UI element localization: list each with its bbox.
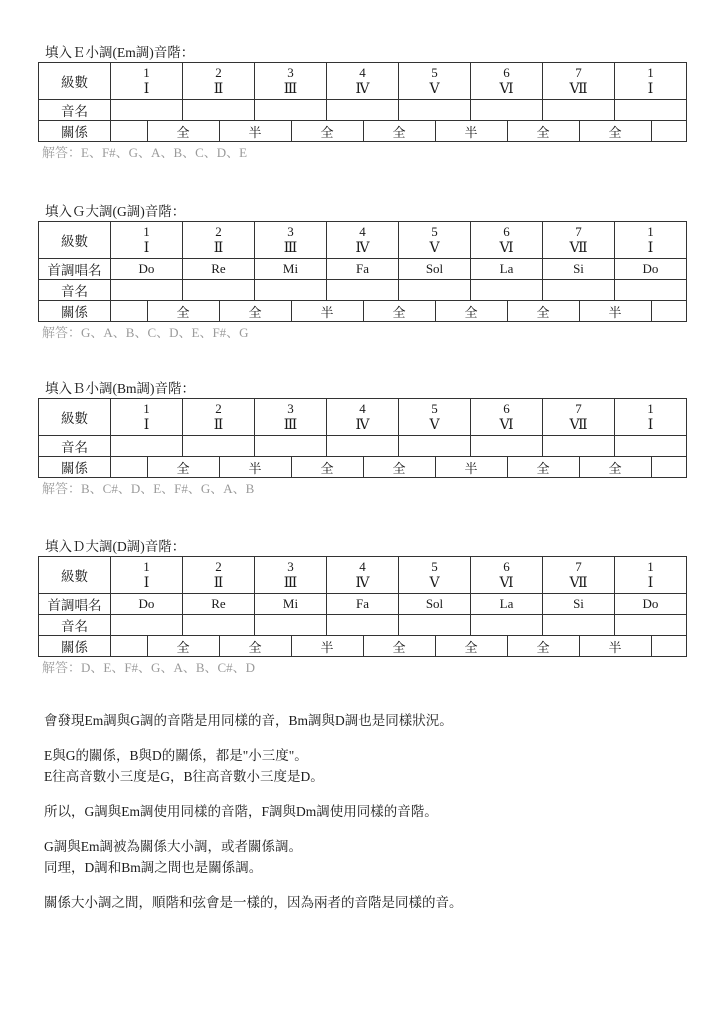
degree-roman: Ⅰ — [143, 241, 150, 256]
relation-inner-table — [111, 457, 687, 477]
degree-number: 5 — [431, 65, 438, 80]
note-name-blank — [399, 280, 471, 301]
note-name-blank — [615, 100, 687, 121]
relation-cell: 全 — [435, 301, 507, 321]
degree-cell — [327, 63, 399, 100]
scale-section-g-major — [38, 203, 686, 342]
degree-roman: Ⅴ — [429, 576, 440, 591]
solfege-cell: La — [471, 594, 543, 615]
note-line: E與G的關係，B與D的關係，都是"小三度"。 — [44, 748, 308, 763]
degree-cell — [543, 222, 615, 259]
degree-cell — [111, 557, 183, 594]
paragraph-gap — [44, 822, 694, 836]
note-name-blank — [543, 615, 615, 636]
degree-roman: Ⅱ — [213, 418, 224, 433]
note-name-blank — [111, 280, 183, 301]
degree-number: 3 — [287, 559, 294, 574]
degree-number: 2 — [215, 401, 222, 416]
solfege-cell: Do — [111, 259, 183, 280]
degree-roman: Ⅵ — [499, 576, 514, 591]
note-line: 同理，D調和Bm調之間也是關係調。 — [44, 860, 263, 875]
note-name-blank — [327, 615, 399, 636]
relation-cell: 半 — [435, 121, 507, 141]
relation-cell: 全 — [147, 301, 219, 321]
degree-number: 1 — [143, 224, 150, 239]
relation-cell: 半 — [291, 301, 363, 321]
answer-text: 解答：B、C#、D、E、F#、G、A、B — [42, 481, 255, 496]
degree-number: 4 — [359, 401, 366, 416]
note-line: E往高音數小三度是G，B往高音數小三度是D。 — [44, 769, 324, 784]
degree-cell — [399, 222, 471, 259]
solfege-cell: Sol — [399, 594, 471, 615]
relation-label: 關係 — [39, 301, 111, 322]
relation-spacer — [651, 121, 687, 141]
relation-cells — [111, 301, 687, 322]
note-line: 所以，G調與Em調使用同樣的音階，F調與Dm調使用同樣的音階。 — [44, 804, 438, 819]
note-name-blank — [255, 615, 327, 636]
note-name-label: 音名 — [39, 436, 111, 457]
note-name-blank — [543, 100, 615, 121]
note-name-blank — [471, 436, 543, 457]
note-name-blank — [471, 280, 543, 301]
note-name-blank — [615, 615, 687, 636]
relation-cell: 全 — [507, 121, 579, 141]
degree-roman: Ⅰ — [647, 82, 654, 97]
relation-cell: 全 — [507, 301, 579, 321]
degree-cell — [183, 222, 255, 259]
note-name-blank — [255, 100, 327, 121]
note-name-blank — [183, 100, 255, 121]
note-name-label: 音名 — [39, 280, 111, 301]
degree-cell — [255, 557, 327, 594]
note-name-row — [39, 280, 687, 301]
solfege-cell: Si — [543, 259, 615, 280]
note-line: 關係大小調之間，順階和弦會是一樣的，因為兩者的音階是同樣的音。 — [44, 895, 463, 910]
solfege-cell: Mi — [255, 259, 327, 280]
solfege-label: 首調唱名 — [39, 259, 111, 280]
degree-cell — [255, 399, 327, 436]
note-name-blank — [471, 100, 543, 121]
note-name-blank — [615, 280, 687, 301]
solfege-row — [39, 594, 687, 615]
explanation-notes — [44, 710, 694, 913]
degree-cell — [255, 63, 327, 100]
note-line: G調與Em調被為關係大小調，或者關係調。 — [44, 839, 302, 854]
degree-cell — [327, 399, 399, 436]
note-name-label: 音名 — [39, 100, 111, 121]
answer-text: 解答：D、E、F#、G、A、B、C#、D — [42, 660, 256, 675]
degree-roman: Ⅱ — [213, 241, 224, 256]
solfege-row — [39, 259, 687, 280]
note-name-blank — [111, 100, 183, 121]
degree-roman: Ⅲ — [283, 82, 298, 97]
note-name-blank — [327, 436, 399, 457]
degree-roman: Ⅲ — [283, 241, 298, 256]
scale-table — [38, 221, 687, 322]
solfege-cell: Sol — [399, 259, 471, 280]
note-name-blank — [399, 100, 471, 121]
note-name-blank — [111, 615, 183, 636]
relation-cell: 半 — [219, 457, 291, 477]
note-name-blank — [615, 436, 687, 457]
degree-cell — [471, 399, 543, 436]
degree-number: 3 — [287, 65, 294, 80]
degree-roman: Ⅳ — [355, 241, 370, 256]
degree-roman: Ⅰ — [143, 576, 150, 591]
degree-roman: Ⅰ — [647, 241, 654, 256]
degree-cell — [111, 63, 183, 100]
degree-number: 1 — [143, 401, 150, 416]
degree-roman: Ⅰ — [143, 82, 150, 97]
scale-section-e-minor — [38, 44, 686, 162]
degree-number: 7 — [575, 65, 582, 80]
relation-cells — [111, 636, 687, 657]
relation-cells — [111, 121, 687, 142]
degree-number: 2 — [215, 65, 222, 80]
degree-cell — [399, 399, 471, 436]
degree-row — [39, 557, 687, 594]
degree-row — [39, 222, 687, 259]
relation-spacer — [651, 457, 687, 477]
degree-label: 級數 — [39, 557, 111, 594]
relation-spacer — [651, 301, 687, 321]
relation-spacer — [111, 121, 147, 141]
answer-text: 解答：E、F#、G、A、B、C、D、E — [42, 145, 248, 160]
degree-roman: Ⅴ — [429, 82, 440, 97]
relation-inner-table — [111, 121, 687, 141]
scale-table — [38, 398, 687, 478]
degree-cell — [255, 222, 327, 259]
degree-roman: Ⅵ — [499, 241, 514, 256]
relation-cell: 全 — [219, 636, 291, 656]
solfege-cell: Do — [615, 594, 687, 615]
degree-number: 6 — [503, 65, 510, 80]
note-name-blank — [327, 100, 399, 121]
solfege-cell: La — [471, 259, 543, 280]
relation-row — [39, 636, 687, 657]
degree-label: 級數 — [39, 222, 111, 259]
note-line: 會發現Em調與G調的音階是用同樣的音，Bm調與D調也是同樣狀況。 — [44, 713, 453, 728]
relation-cell: 全 — [147, 457, 219, 477]
note-name-blank — [471, 615, 543, 636]
relation-inner-table — [111, 636, 687, 656]
degree-roman: Ⅴ — [429, 241, 440, 256]
note-name-blank — [543, 280, 615, 301]
degree-number: 4 — [359, 559, 366, 574]
degree-number: 6 — [503, 401, 510, 416]
relation-spacer — [111, 457, 147, 477]
relation-cells — [111, 457, 687, 478]
relation-row — [39, 121, 687, 142]
section-title: 填入Ｅ小調(Em調)音階： — [45, 45, 195, 60]
paragraph-gap — [44, 731, 694, 745]
note-name-row — [39, 615, 687, 636]
degree-number: 1 — [143, 65, 150, 80]
relation-spacer — [111, 636, 147, 656]
relation-label: 關係 — [39, 636, 111, 657]
solfege-label: 首調唱名 — [39, 594, 111, 615]
degree-roman: Ⅵ — [499, 82, 514, 97]
degree-cell — [399, 63, 471, 100]
relation-cell: 半 — [435, 457, 507, 477]
degree-number: 3 — [287, 401, 294, 416]
degree-roman: Ⅶ — [569, 82, 588, 97]
relation-cell: 全 — [363, 636, 435, 656]
section-title: 填入Ｇ大調(G調)音階： — [45, 204, 186, 219]
relation-cell: 半 — [291, 636, 363, 656]
relation-spacer — [651, 636, 687, 656]
degree-number: 1 — [647, 401, 654, 416]
solfege-cell: Do — [111, 594, 183, 615]
relation-cell: 半 — [219, 121, 291, 141]
note-name-blank — [255, 280, 327, 301]
degree-number: 1 — [647, 559, 654, 574]
degree-roman: Ⅶ — [569, 241, 588, 256]
relation-label: 關係 — [39, 457, 111, 478]
degree-row — [39, 63, 687, 100]
scale-table — [38, 62, 687, 142]
solfege-cell: Re — [183, 594, 255, 615]
degree-number: 5 — [431, 559, 438, 574]
degree-number: 6 — [503, 224, 510, 239]
degree-cell — [543, 557, 615, 594]
degree-cell — [471, 222, 543, 259]
degree-cell — [111, 399, 183, 436]
degree-number: 2 — [215, 224, 222, 239]
scale-section-d-major — [38, 538, 686, 677]
section-title: 填入Ｂ小調(Bm調)音階： — [45, 381, 195, 396]
degree-number: 3 — [287, 224, 294, 239]
note-name-label: 音名 — [39, 615, 111, 636]
relation-cell: 全 — [579, 457, 651, 477]
degree-cell — [327, 222, 399, 259]
degree-roman: Ⅲ — [283, 576, 298, 591]
paragraph-gap — [44, 878, 694, 892]
degree-roman: Ⅶ — [569, 418, 588, 433]
answer-text: 解答：G、A、B、C、D、E、F#、G — [42, 325, 249, 340]
solfege-cell: Si — [543, 594, 615, 615]
note-name-blank — [399, 436, 471, 457]
note-name-blank — [111, 436, 183, 457]
degree-cell — [615, 557, 687, 594]
solfege-cell: Fa — [327, 594, 399, 615]
degree-roman: Ⅴ — [429, 418, 440, 433]
relation-label: 關係 — [39, 121, 111, 142]
note-name-row — [39, 436, 687, 457]
degree-roman: Ⅳ — [355, 576, 370, 591]
relation-cell: 全 — [291, 457, 363, 477]
degree-cell — [543, 399, 615, 436]
degree-number: 7 — [575, 401, 582, 416]
solfege-cell: Mi — [255, 594, 327, 615]
degree-number: 1 — [143, 559, 150, 574]
degree-roman: Ⅰ — [143, 418, 150, 433]
degree-cell — [543, 63, 615, 100]
relation-cell: 全 — [507, 457, 579, 477]
relation-row — [39, 301, 687, 322]
degree-label: 級數 — [39, 63, 111, 100]
degree-roman: Ⅱ — [213, 576, 224, 591]
solfege-cell: Fa — [327, 259, 399, 280]
relation-cell: 全 — [579, 121, 651, 141]
degree-roman: Ⅵ — [499, 418, 514, 433]
degree-label: 級數 — [39, 399, 111, 436]
degree-roman: Ⅶ — [569, 576, 588, 591]
degree-number: 5 — [431, 224, 438, 239]
note-name-row — [39, 100, 687, 121]
degree-number: 7 — [575, 224, 582, 239]
degree-cell — [183, 399, 255, 436]
scale-table — [38, 556, 687, 657]
relation-cell: 全 — [363, 457, 435, 477]
relation-cell: 全 — [219, 301, 291, 321]
relation-cell: 半 — [579, 301, 651, 321]
degree-number: 2 — [215, 559, 222, 574]
note-name-blank — [183, 615, 255, 636]
solfege-cell: Re — [183, 259, 255, 280]
relation-cell: 全 — [291, 121, 363, 141]
note-name-blank — [543, 436, 615, 457]
degree-roman: Ⅲ — [283, 418, 298, 433]
degree-row — [39, 399, 687, 436]
note-name-blank — [399, 615, 471, 636]
note-name-blank — [183, 436, 255, 457]
degree-roman: Ⅱ — [213, 82, 224, 97]
scale-section-b-minor — [38, 380, 686, 498]
relation-spacer — [111, 301, 147, 321]
degree-cell — [471, 557, 543, 594]
degree-cell — [399, 557, 471, 594]
degree-roman: Ⅰ — [647, 576, 654, 591]
relation-cell: 全 — [363, 121, 435, 141]
degree-number: 5 — [431, 401, 438, 416]
solfege-cell: Do — [615, 259, 687, 280]
degree-number: 6 — [503, 559, 510, 574]
degree-roman: Ⅰ — [647, 418, 654, 433]
degree-cell — [615, 63, 687, 100]
degree-cell — [327, 557, 399, 594]
relation-cell: 全 — [435, 636, 507, 656]
paragraph-gap — [44, 787, 694, 801]
degree-roman: Ⅳ — [355, 82, 370, 97]
degree-cell — [615, 222, 687, 259]
relation-cell: 半 — [579, 636, 651, 656]
degree-number: 7 — [575, 559, 582, 574]
degree-number: 4 — [359, 65, 366, 80]
relation-inner-table — [111, 301, 687, 321]
degree-number: 4 — [359, 224, 366, 239]
note-name-blank — [327, 280, 399, 301]
degree-cell — [471, 63, 543, 100]
relation-cell: 全 — [147, 121, 219, 141]
degree-cell — [615, 399, 687, 436]
degree-number: 1 — [647, 65, 654, 80]
degree-cell — [111, 222, 183, 259]
note-name-blank — [255, 436, 327, 457]
relation-cell: 全 — [507, 636, 579, 656]
degree-roman: Ⅳ — [355, 418, 370, 433]
degree-number: 1 — [647, 224, 654, 239]
relation-cell: 全 — [363, 301, 435, 321]
section-title: 填入Ｄ大調(D調)音階： — [45, 539, 186, 554]
degree-cell — [183, 63, 255, 100]
relation-cell: 全 — [147, 636, 219, 656]
degree-cell — [183, 557, 255, 594]
note-name-blank — [183, 280, 255, 301]
relation-row — [39, 457, 687, 478]
